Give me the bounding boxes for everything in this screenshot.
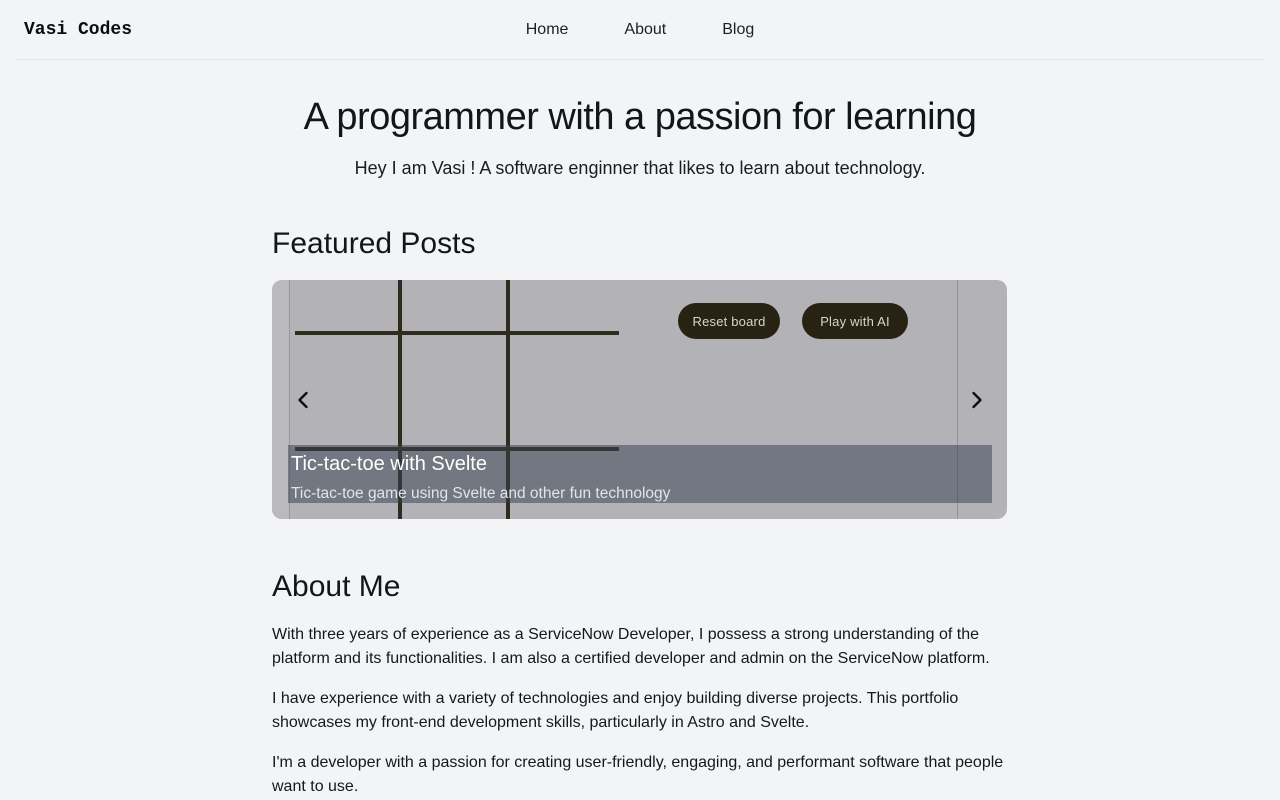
about-paragraph: I'm a developer with a passion for creating user-friendly, engaging, and performant software that people want to use. [272,754,1004,796]
hero-section [0,60,1280,179]
carousel-next-button[interactable] [960,384,992,416]
post-caption-overlay[interactable] [288,445,992,503]
about-me-section [272,569,1008,799]
featured-posts-section [272,226,1008,519]
hero-title: A programmer with a passion for learning [303,96,977,138]
post-title: Tic-tac-toe with Svelte [291,453,487,476]
site-header [16,0,1264,60]
chevron-right-icon [964,388,988,412]
site-logo[interactable]: Vasi Codes [24,19,133,40]
featured-posts-heading: Featured Posts [272,227,476,261]
tictactoe-grid-horizontal-line [295,331,619,335]
chevron-left-icon [292,388,316,412]
about-me-heading: About Me [272,570,401,604]
nav-link-blog[interactable]: Blog [722,20,755,38]
screenshot-play-with-ai-button: Play with AI [802,303,908,339]
about-paragraph: With three years of experience as a ServiceNow Developer, I possess a strong understanding of the platform and its functionalities. I am also a certified developer and admin on the ServiceNow platform. [272,626,990,668]
carousel-prev-button[interactable] [288,384,320,416]
post-description: Tic-tac-toe game using Svelte and other fun technology [291,485,671,503]
hero-subtitle: Hey I am Vasi ! A software enginner that likes to learn about technology. [354,157,926,178]
page-main [0,60,1280,799]
nav-link-about[interactable]: About [624,20,667,38]
nav-link-home[interactable]: Home [525,20,569,38]
featured-carousel [272,280,1007,519]
main-nav [526,0,755,59]
about-paragraph: I have experience with a variety of technologies and enjoy building diverse projects. This portfolio showcases my front-end development skills, particularly in Astro and Svelte. [272,690,959,732]
screenshot-reset-board-button: Reset board [678,303,780,339]
